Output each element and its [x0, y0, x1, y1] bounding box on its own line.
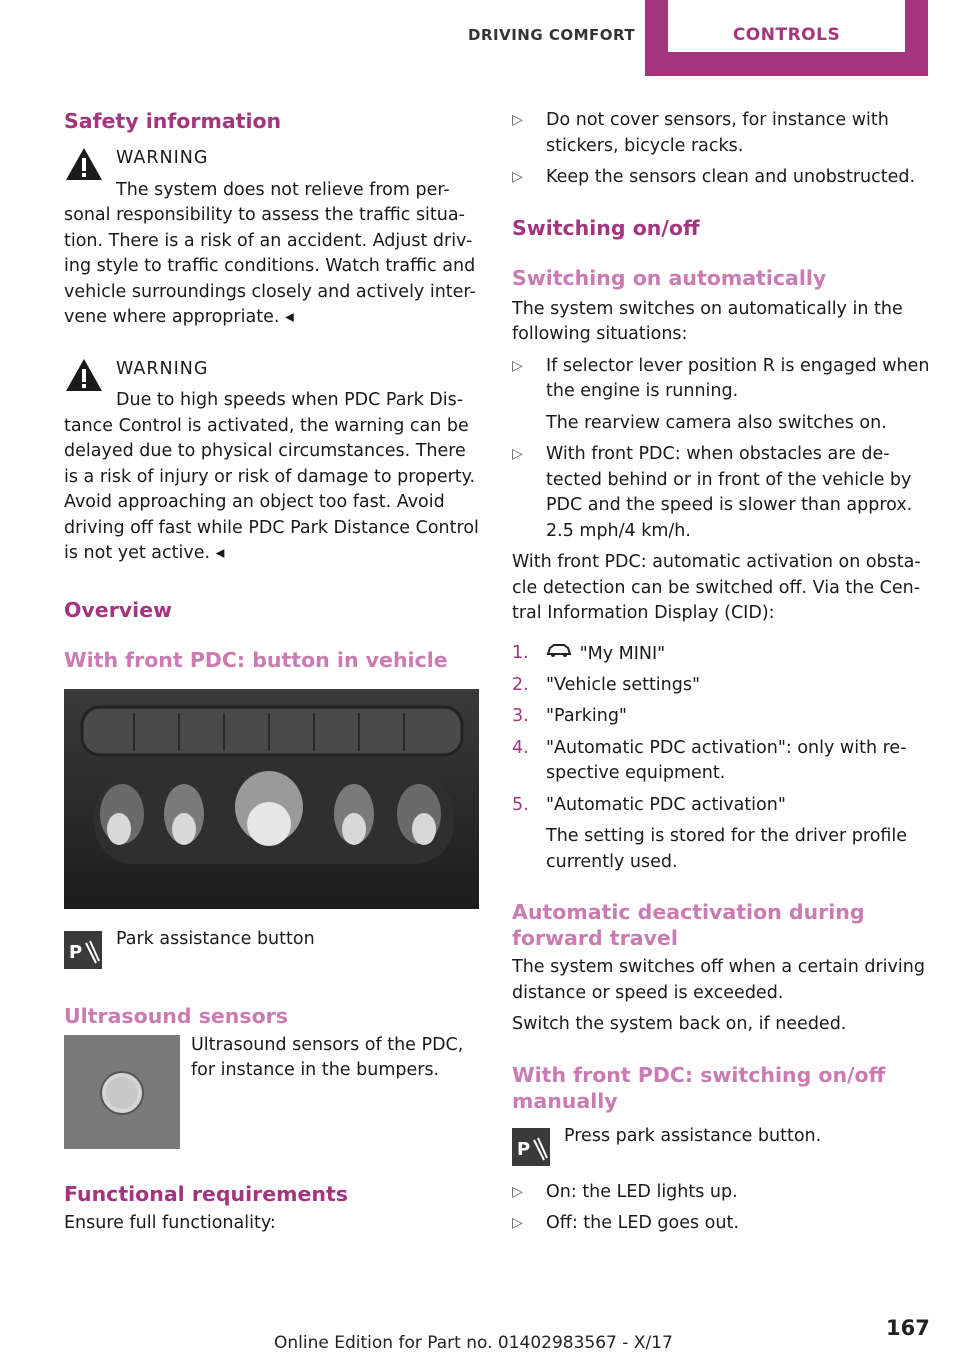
right-column [512, 108, 930, 1237]
warning-triangle-icon [64, 146, 104, 182]
cid-text: With front PDC: automatic activation on obsta-cle detection can be switched off. Via the Cen-tral Information Display (CID): [512, 552, 921, 623]
step-item: 2. "Vehicle settings" [512, 674, 701, 695]
svg-text:P: P [517, 1138, 531, 1160]
warning-2-first: Due to high speeds when PDC Park Dis- [116, 390, 464, 410]
functional-text: Ensure full functionality: [64, 1212, 276, 1233]
warning-2-text: tance Control is activated, the warning can be delayed due to physical circumstances. There is a risk of injury or risk of damage to property. Avoid approaching an object too fast. Avoid driving off fast while PDC Park Distance Control is not yet active. ◂ [64, 415, 479, 563]
page-number: 167 [886, 1316, 930, 1340]
ultrasound-text: Ultrasound sensors of the PDC, for instance in the bumpers. [191, 1034, 464, 1080]
sensor-photo [64, 1035, 180, 1149]
functional-title: Functional requirements [64, 1181, 349, 1206]
button-panel-image [64, 689, 479, 909]
auto-on-title: Switching on automatically [512, 265, 827, 290]
warning-1 [64, 146, 479, 331]
warning-triangle-icon [64, 357, 104, 393]
svg-text:P: P [69, 941, 83, 963]
park-assist-icon [512, 1128, 550, 1166]
step-item: 1. "My MINI" [512, 641, 930, 667]
list-item: ▷ With front PDC: when obstacles are de-tected behind or in front of the vehicle by PDC and the speed is slower than approx. 2.5 mph/4 km/h. [512, 444, 913, 541]
warning-1-label: WARNING [116, 148, 209, 168]
switching-title: Switching on/off [512, 215, 700, 240]
triangle-bullet-icon: ▷ [512, 357, 523, 374]
park-assist-icon [64, 931, 102, 969]
auto-off-title: Automatic deactivation during forward travel [512, 900, 865, 951]
steps-list [512, 641, 930, 876]
warning-1-first: The system does not relieve from per- [116, 179, 450, 200]
park-button-legend [64, 927, 479, 971]
footer-edition: Online Edition for Part no. 01402983567 - X/17 [274, 1333, 673, 1353]
triangle-bullet-icon: ▷ [512, 1183, 523, 1200]
triangle-bullet-icon: ▷ [512, 112, 523, 128]
list-item: ▷ Keep the sensors clean and unobstructed. [512, 165, 930, 191]
park-button-caption: Park assistance button [116, 928, 315, 949]
front-pdc-title: With front PDC: button in vehicle [64, 647, 448, 672]
step-item: 5. "Automatic PDC activation" The setting is stored for the driver profile currently used. [512, 794, 908, 872]
ultrasound-block [64, 1033, 479, 1149]
safety-title: Safety information [64, 109, 282, 133]
list-item: ▷ Off: the LED goes out. [512, 1211, 930, 1237]
left-column [64, 108, 479, 1236]
manual-title: With front PDC: switching on/off manually [512, 1062, 886, 1113]
header-section: DRIVING COMFORT [468, 26, 636, 44]
triangle-bullet-icon: ▷ [512, 1215, 523, 1232]
manual-text: Press park assistance button. [564, 1125, 822, 1146]
list-item: ▷ Do not cover sensors, for instance with stickers, bicycle racks. [512, 110, 889, 156]
car-icon [546, 641, 574, 667]
warning-1-text: sonal responsibility to assess the traffic situa-tion. There is a risk of an accident. Adjust driv-ing style to traffic conditions. Watch traffic and vehicle surroundings closely and actively inter-vene where appropriate. ◂ [64, 205, 476, 327]
overview-title: Overview [64, 597, 173, 622]
triangle-bullet-icon: ▷ [512, 169, 523, 185]
button-panel-photo [64, 689, 479, 909]
warning-2-label: WARNING [116, 358, 209, 379]
list-item: ▷ If selector lever position R is engaged when the engine is running. The rearview camera also switches on. [512, 355, 930, 433]
auto-off-text-1: The system switches off when a certain driving distance or speed is exceeded. [512, 957, 925, 1003]
warning-2 [64, 357, 479, 567]
header-chapter: CONTROLS [668, 0, 905, 52]
auto-on-intro: The system switches on automatically in the following situations: [512, 298, 903, 344]
manual-block [512, 1124, 930, 1168]
ultrasound-title: Ultrasound sensors [64, 1003, 288, 1028]
list-item: ▷ On: the LED lights up. [512, 1180, 930, 1206]
auto-off-text-2: Switch the system back on, if needed. [512, 1014, 847, 1035]
step-item: 4. "Automatic PDC activation": only with re-spective equipment. [512, 737, 907, 784]
step-item: 3. "Parking" [512, 706, 627, 727]
triangle-bullet-icon: ▷ [512, 446, 523, 462]
